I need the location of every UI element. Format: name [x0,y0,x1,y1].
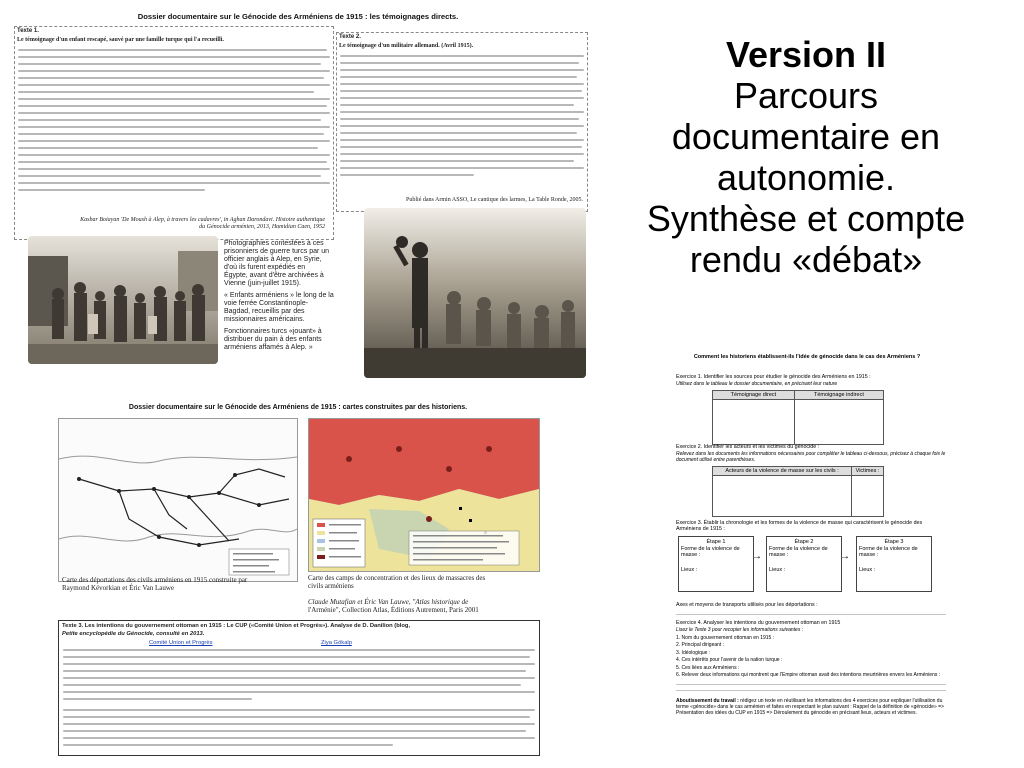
texte3-heading: Texte 3. Les intentions du gouvernement ottoman en 1915 : Le CUP («Comité Union et Progrès»). Analyse de D. Danilion (blog, [62,623,411,629]
ex2-sub: Relevez dans les documents les informations nécessaires pour compléter le tableau ci-dessous, précisez à chaque fois le document utilisé entre parenthèses. [676,451,946,463]
texte3-box [58,620,540,756]
caption-line: l'Arménie", Collection Atlas, Éditions Autrement, Paris 2001 [308,606,479,614]
caption-line: Égypte, avant d'être archivées à [224,272,324,279]
map-left-caption [62,576,298,592]
ex1-col-indirect: Témoignage indirect [794,391,883,400]
photo-caption [224,240,348,352]
caption-line: Claude Mutafian et Éric Van Lauwe, "Atlas historique de [308,598,469,606]
step-form: Forme de la violence de masse : [769,545,828,558]
step-form: Forme de la violence de masse : [859,545,918,558]
ex2-cell[interactable] [713,476,852,517]
ex4-item: 6. Relever deux informations qui montrent que l'Empire ottoman avait des intentions meurtrières envers les Arméniens : [676,672,941,679]
transport-label: Axes et moyens de transports utilisés pour les déportations : [676,602,818,608]
texte2-source: Publié dans Armin ASSO, Le cantique des larmes, La Table Ronde, 2005. [406,197,583,203]
map-right-caption [308,574,538,614]
step-1 [678,536,754,592]
slide-title [606,34,1006,280]
answer-line[interactable] [676,690,946,691]
step-place: Lieux : [769,566,786,573]
document-temoignages [8,8,588,388]
caption-line: arméniens affamés à Alep. » [224,344,313,351]
caption-line: civils arméniens [308,582,354,590]
ex1-table [712,390,884,445]
document-header: Dossier documentaire sur le Génocide des Arméniens de 1915 : les témoignages directs. [137,12,459,21]
ex2-table [712,466,884,517]
caption-line: voie ferrée Constantinople- [224,300,309,307]
ex4-item: 5. Ces liées aux Arméniens : [676,664,740,671]
title-line: Parcours [733,75,879,116]
ex4-label: Exercice 4. Analyser les intentions du gouvernement ottoman en 1915 [676,620,841,626]
title-line: Synthèse et compte [646,198,966,239]
ex4-item: 2. Principal dirigeant : [676,642,725,649]
caption-line: Carte des camps de concentration et des lieux de massacres des [308,574,486,582]
caption-line: Fonctionnaires turcs «jouant» à [224,328,322,335]
texte2-body [340,55,584,181]
document-cartes [54,400,542,760]
step-place: Lieux : [681,566,698,573]
ex4-item: 3. Idéologique : [676,649,711,656]
texte1-box [14,26,334,240]
caption-line: distribuer du pain à des enfants [224,336,322,343]
texte1-heading: Le témoignage d'un enfant rescapé, sauvé par une famille turque qui l'a recueilli. [17,37,224,43]
ex2-col-acteurs: Acteurs de la violence de masse sur les civils : [713,467,852,476]
ex2-col-victimes: Victimes : [852,467,884,476]
conclusion-label: Aboutissement du travail : [676,698,739,704]
arrow-right-icon: → [752,551,762,562]
texte2-heading: Le témoignage d'un militaire allemand. (Avril 1915). [339,43,474,49]
caption-line: Vienne (juin-juillet 1915). [224,280,301,287]
ex3-label: Exercice 3. Établir la chronologie et les formes de la violence de masse qui caractérisent le génocide des Arméniens de 1915 : [676,520,923,533]
ex2-label: Exercice 2. Identifier les acteurs et les victimes du génocide : [676,444,820,450]
photo-enfants-armeniens [28,236,218,364]
title-line: rendu «débat» [689,239,923,280]
ex4-items [676,635,946,679]
caption-line: missionnaires américains. [224,316,305,323]
caption-line: Bagdad, recueillis par des [224,308,305,315]
texte2-label: Texte 2. [339,34,361,40]
texte1-source: Kasbar Boiayan 'De Moush à Alep, à travers les cadavres', in Aghan Darondavi. Histoire authentique du Génocide arménien, 2013, Hamidian Caen, 1952 [80,217,325,231]
texte3-heading2: Petite encyclopédie du Génocide, consulté en 2013. [62,631,205,637]
ex1-cell[interactable] [794,400,883,445]
texte3-body [63,649,535,751]
map-camps-massacres [308,418,540,572]
caption-line: Carte des déportations des civils arméniens en 1915 construite par [62,576,248,584]
texte1-label: Texte 1. [17,28,39,34]
document-header: Dossier documentaire sur le Génocide des Arméniens de 1915 : cartes construites par des historiens. [128,404,468,411]
caption-line: d'où ils furent expédiés en [224,264,306,271]
caption-line: officier anglais à Alep, en Syrie, [224,256,322,263]
ex4-item: 4. Ces intérêts pour l'avenir de la nation turque : [676,657,783,664]
title-line: documentaire en [671,116,941,157]
ex4-sub: Lisez le Texte 3 pour recopier les informations suivantes : [676,627,804,633]
conclusion-text: rédigez un texte en réutilisant les informations des 4 exercices pour expliquer l'utilisation du terme «génocide» dans le cas arménien et faites en respectant le plan suivant : Rappel de la définition de «génocide» => Présentation des idées du CUP en 1915 => Déroulement du génocide en précisant lieux, acteurs et victimes. [676,698,944,717]
ex2-cell[interactable] [852,476,884,517]
title-line: autonomie. [716,157,896,198]
worksheet-title: Comment les historiens établissent-ils l'idée de génocide dans le cas des Arméniens ? [693,354,921,360]
caption-line: Photographies contestées à ces [224,240,324,247]
ex1-label: Exercice 1. Identifier les sources pour étudier le génocide des Arméniens en 1915 : [676,374,871,380]
arrow-right-icon: → [840,551,850,562]
caption-line: « Enfants arméniens » le long de la [224,292,334,299]
worksheet [672,352,952,754]
answer-line[interactable] [676,684,946,685]
ex4-item: 1. Nom du gouvernement ottoman en 1915 : [676,635,775,641]
step-3 [856,536,932,592]
texte3-link-gokalp[interactable]: Ziya Gökalp [321,640,352,646]
conclusion [676,698,948,717]
ex1-sub: Utilisez dans le tableau le dossier documentaire, en précisant leur nature [676,381,838,387]
ex1-cell[interactable] [713,400,795,445]
map-deportations [58,418,298,582]
step-form: Forme de la violence de masse : [681,545,740,558]
ex1-col-direct: Témoignage direct [713,391,795,400]
caption-line: prisonniers de guerre turcs par un [224,248,330,255]
texte2-box [336,32,588,212]
answer-line[interactable] [676,614,946,615]
texte3-link-cup[interactable]: Comité Union et Progrès [149,640,213,646]
photo-distribution-pain [364,208,586,378]
version-label: Version II [725,34,887,75]
texte1-body [18,49,330,196]
caption-line: Raymond Kévorkian et Éric Van Lauwe [62,584,175,592]
step-label: Étape 1 [706,539,726,545]
step-place: Lieux : [859,566,876,573]
step-label: Étape 2 [794,539,814,545]
step-label: Étape 3 [884,539,904,545]
step-2 [766,536,842,592]
